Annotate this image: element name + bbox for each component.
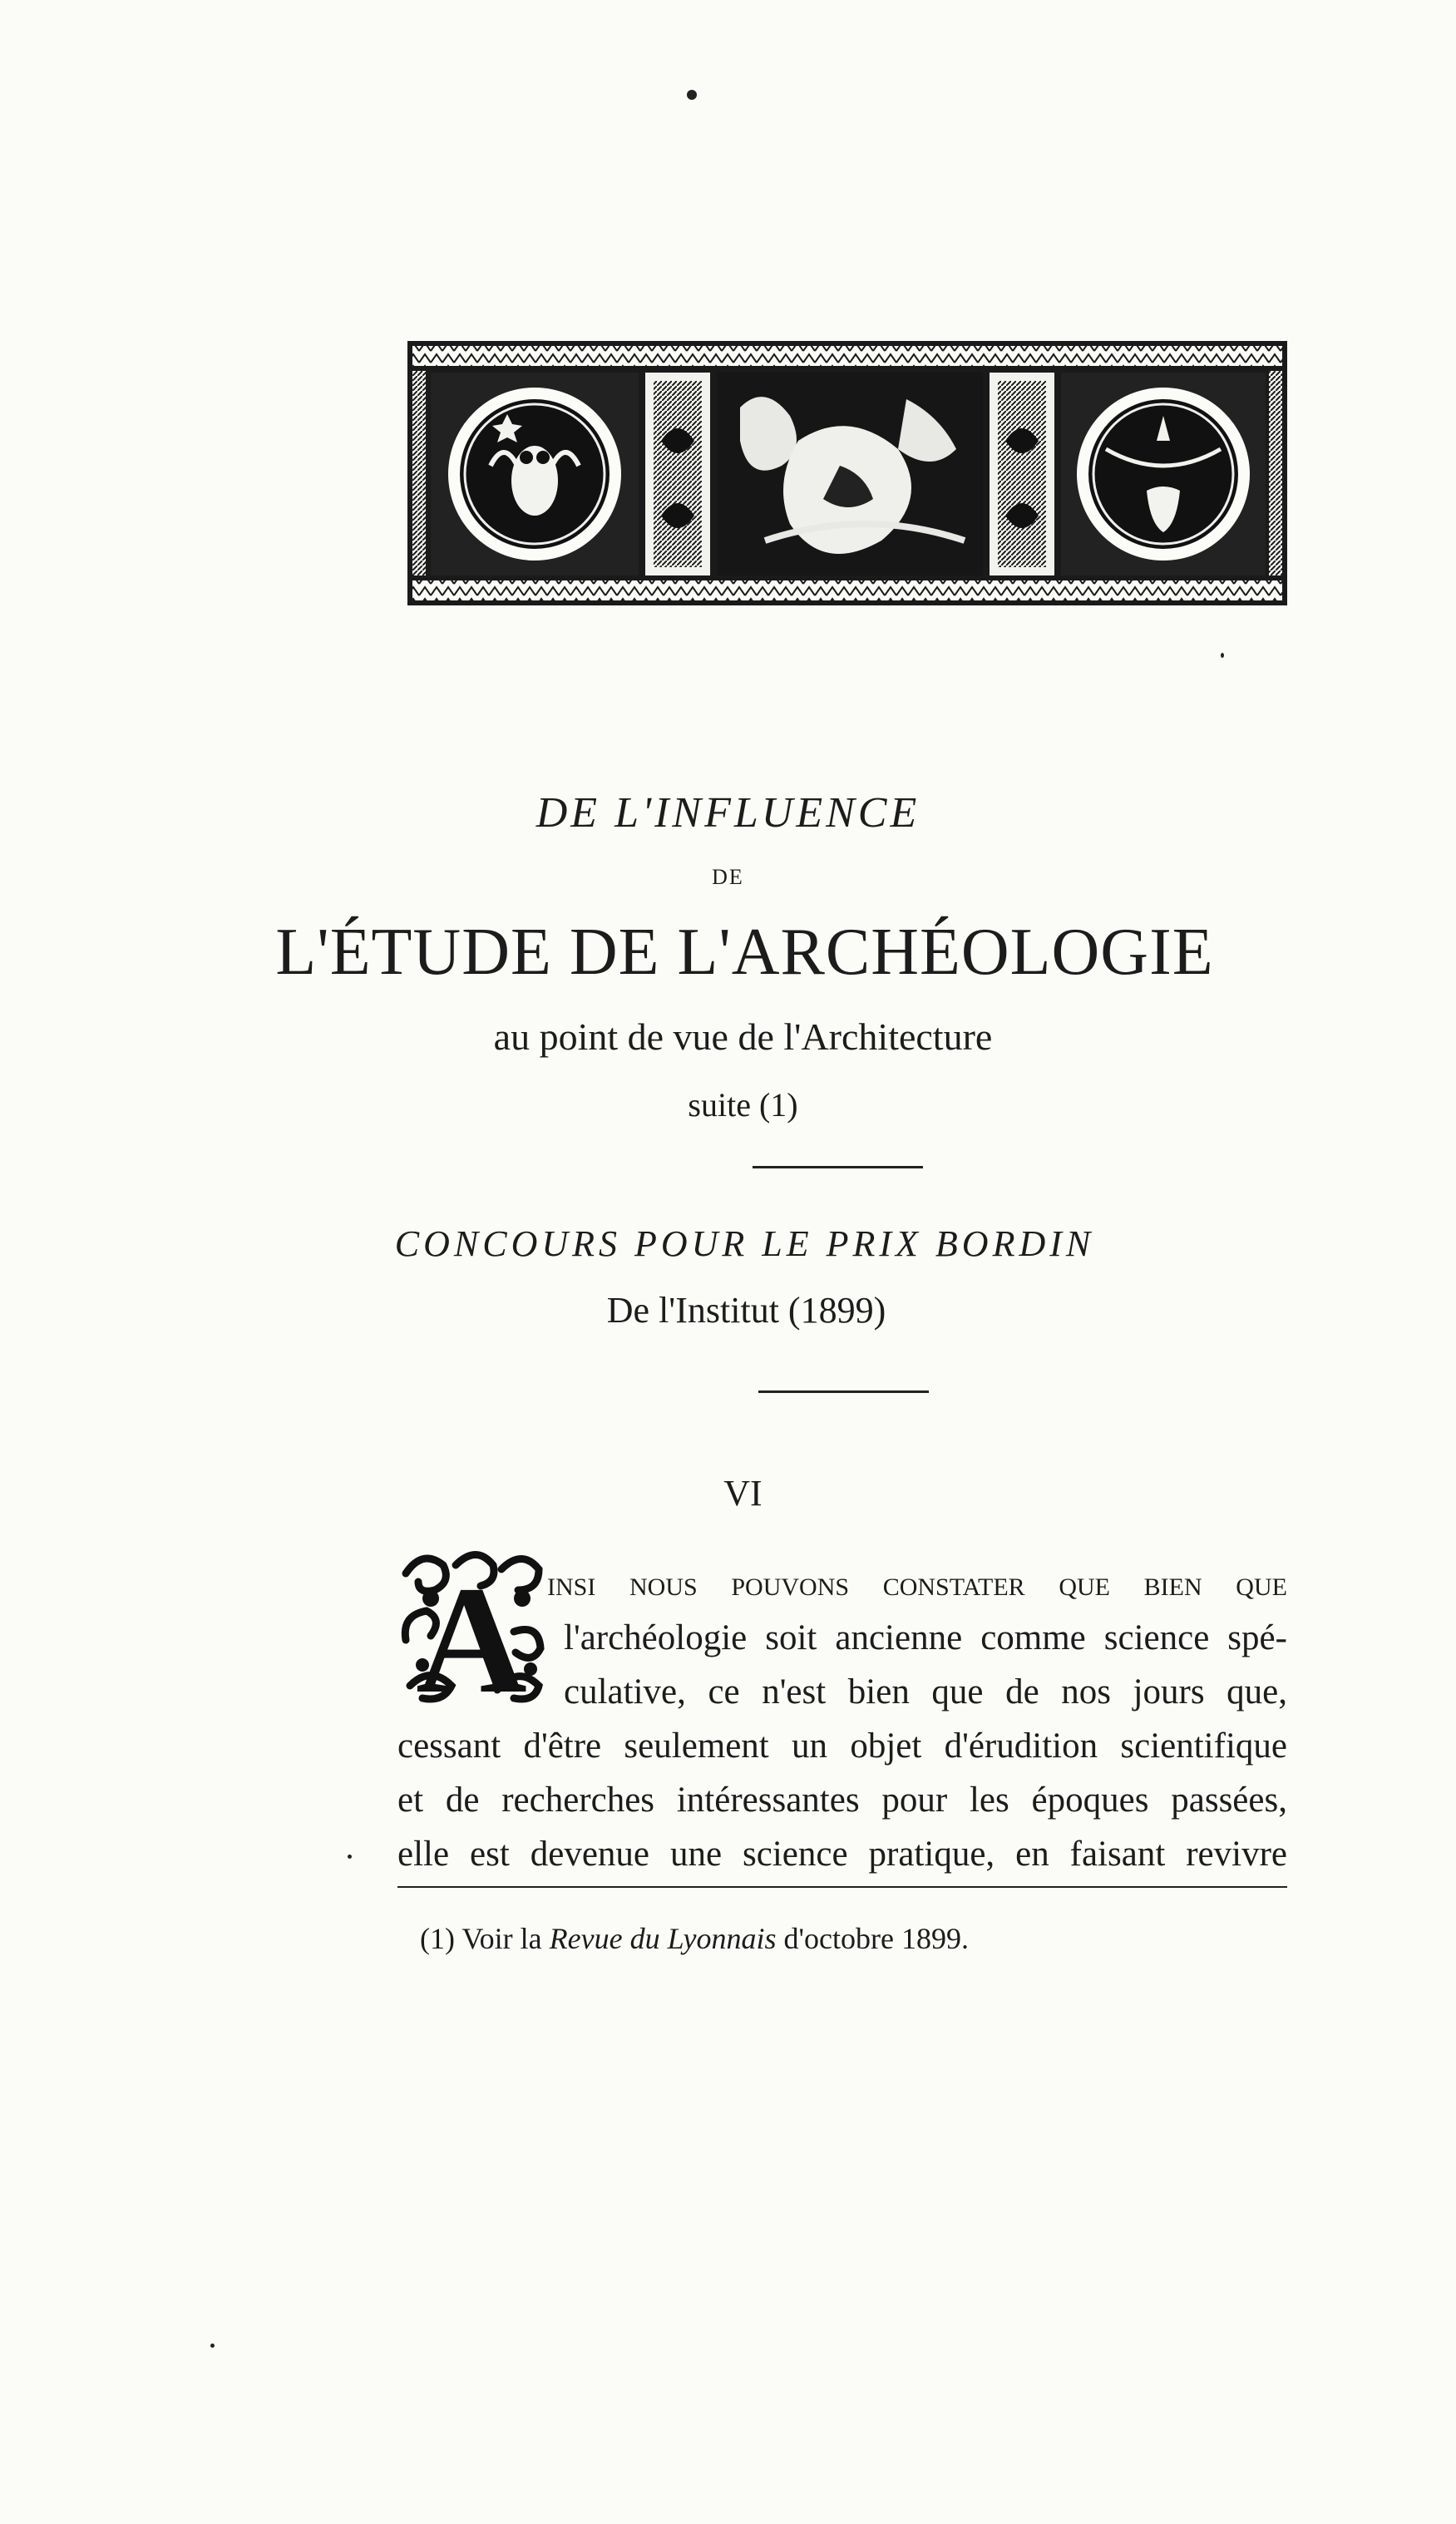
footnote-rule bbox=[397, 1886, 1287, 1888]
word: pouvons bbox=[731, 1564, 850, 1603]
text-line bbox=[547, 1557, 1287, 1611]
word: faisant bbox=[1069, 1835, 1166, 1874]
text-line bbox=[564, 1611, 1287, 1665]
word: époques bbox=[1031, 1781, 1149, 1820]
ink-speck bbox=[1221, 653, 1224, 658]
word: d'érudition bbox=[944, 1726, 1098, 1766]
word: que bbox=[931, 1672, 984, 1711]
subtitle: au point de vue de l'Architecture bbox=[493, 1015, 993, 1058]
title-influence: DE L'INFLUENCE bbox=[536, 789, 920, 837]
ornamental-headpiece bbox=[407, 341, 1287, 605]
word: n'est bbox=[762, 1672, 827, 1711]
word: elle bbox=[397, 1835, 450, 1874]
word: est bbox=[470, 1835, 510, 1874]
footnote-prefix: (1) Voir la bbox=[420, 1922, 550, 1955]
word: soit bbox=[765, 1618, 817, 1657]
word: ce bbox=[708, 1672, 740, 1711]
word: intéressantes bbox=[676, 1781, 860, 1820]
word: bien bbox=[847, 1672, 910, 1711]
title-de: DE bbox=[712, 865, 744, 889]
word: science bbox=[743, 1835, 848, 1874]
word: devenue bbox=[530, 1835, 650, 1874]
word: science bbox=[1103, 1618, 1210, 1657]
text-line bbox=[397, 1773, 1287, 1827]
word: et bbox=[397, 1781, 424, 1820]
competition-name: CONCOURS POUR LE PRIX BORDIN bbox=[394, 1223, 1095, 1264]
ink-speck bbox=[348, 1855, 352, 1859]
body-paragraph bbox=[397, 1557, 1287, 1881]
footnote bbox=[420, 1921, 969, 1956]
word: l'archéologie bbox=[564, 1618, 748, 1657]
ink-speck bbox=[687, 90, 697, 100]
word: en bbox=[1015, 1835, 1049, 1874]
word: que bbox=[1059, 1564, 1110, 1603]
ink-speck bbox=[210, 2344, 215, 2348]
word: les bbox=[969, 1781, 1009, 1820]
text-line bbox=[397, 1719, 1287, 1773]
page-title: L'ÉTUDE DE L'ARCHÉOLOGIE bbox=[275, 916, 1214, 989]
text-line bbox=[397, 1827, 1287, 1881]
section-number: VI bbox=[723, 1473, 763, 1514]
word: jours bbox=[1133, 1672, 1205, 1711]
footnote-journal: Revue du Lyonnais bbox=[549, 1922, 777, 1955]
word: nous bbox=[629, 1564, 698, 1603]
word: constater bbox=[882, 1564, 1025, 1603]
word: seulement bbox=[624, 1726, 769, 1766]
word: pour bbox=[881, 1781, 948, 1820]
word: de bbox=[445, 1781, 480, 1820]
word: que bbox=[1236, 1564, 1287, 1603]
word: nos bbox=[1061, 1672, 1111, 1711]
word: passées, bbox=[1171, 1781, 1287, 1820]
word: de bbox=[1005, 1672, 1039, 1711]
word: pratique, bbox=[868, 1835, 995, 1874]
word: revivre bbox=[1186, 1835, 1287, 1874]
word: bien bbox=[1143, 1564, 1202, 1603]
divider bbox=[758, 1390, 929, 1393]
suite-note: suite (1) bbox=[688, 1086, 798, 1124]
text-line bbox=[564, 1665, 1287, 1719]
word: cessant bbox=[397, 1726, 501, 1766]
word: d'être bbox=[523, 1726, 602, 1766]
word: objet bbox=[850, 1726, 922, 1766]
divider bbox=[753, 1166, 923, 1168]
word: ancienne bbox=[835, 1618, 963, 1657]
footnote-suffix: d'octobre 1899. bbox=[776, 1922, 969, 1955]
word: comme bbox=[980, 1618, 1086, 1657]
word: une bbox=[669, 1835, 723, 1874]
competition-institution: De l'Institut (1899) bbox=[606, 1290, 886, 1331]
word: recherches bbox=[501, 1781, 655, 1820]
word: que, bbox=[1226, 1672, 1287, 1711]
dropcap-letter: A bbox=[416, 1555, 527, 1707]
word: spé- bbox=[1227, 1618, 1287, 1657]
word: scientifique bbox=[1120, 1726, 1287, 1766]
word: insi bbox=[547, 1564, 596, 1603]
word: un bbox=[792, 1726, 828, 1766]
word: culative, bbox=[564, 1672, 686, 1711]
